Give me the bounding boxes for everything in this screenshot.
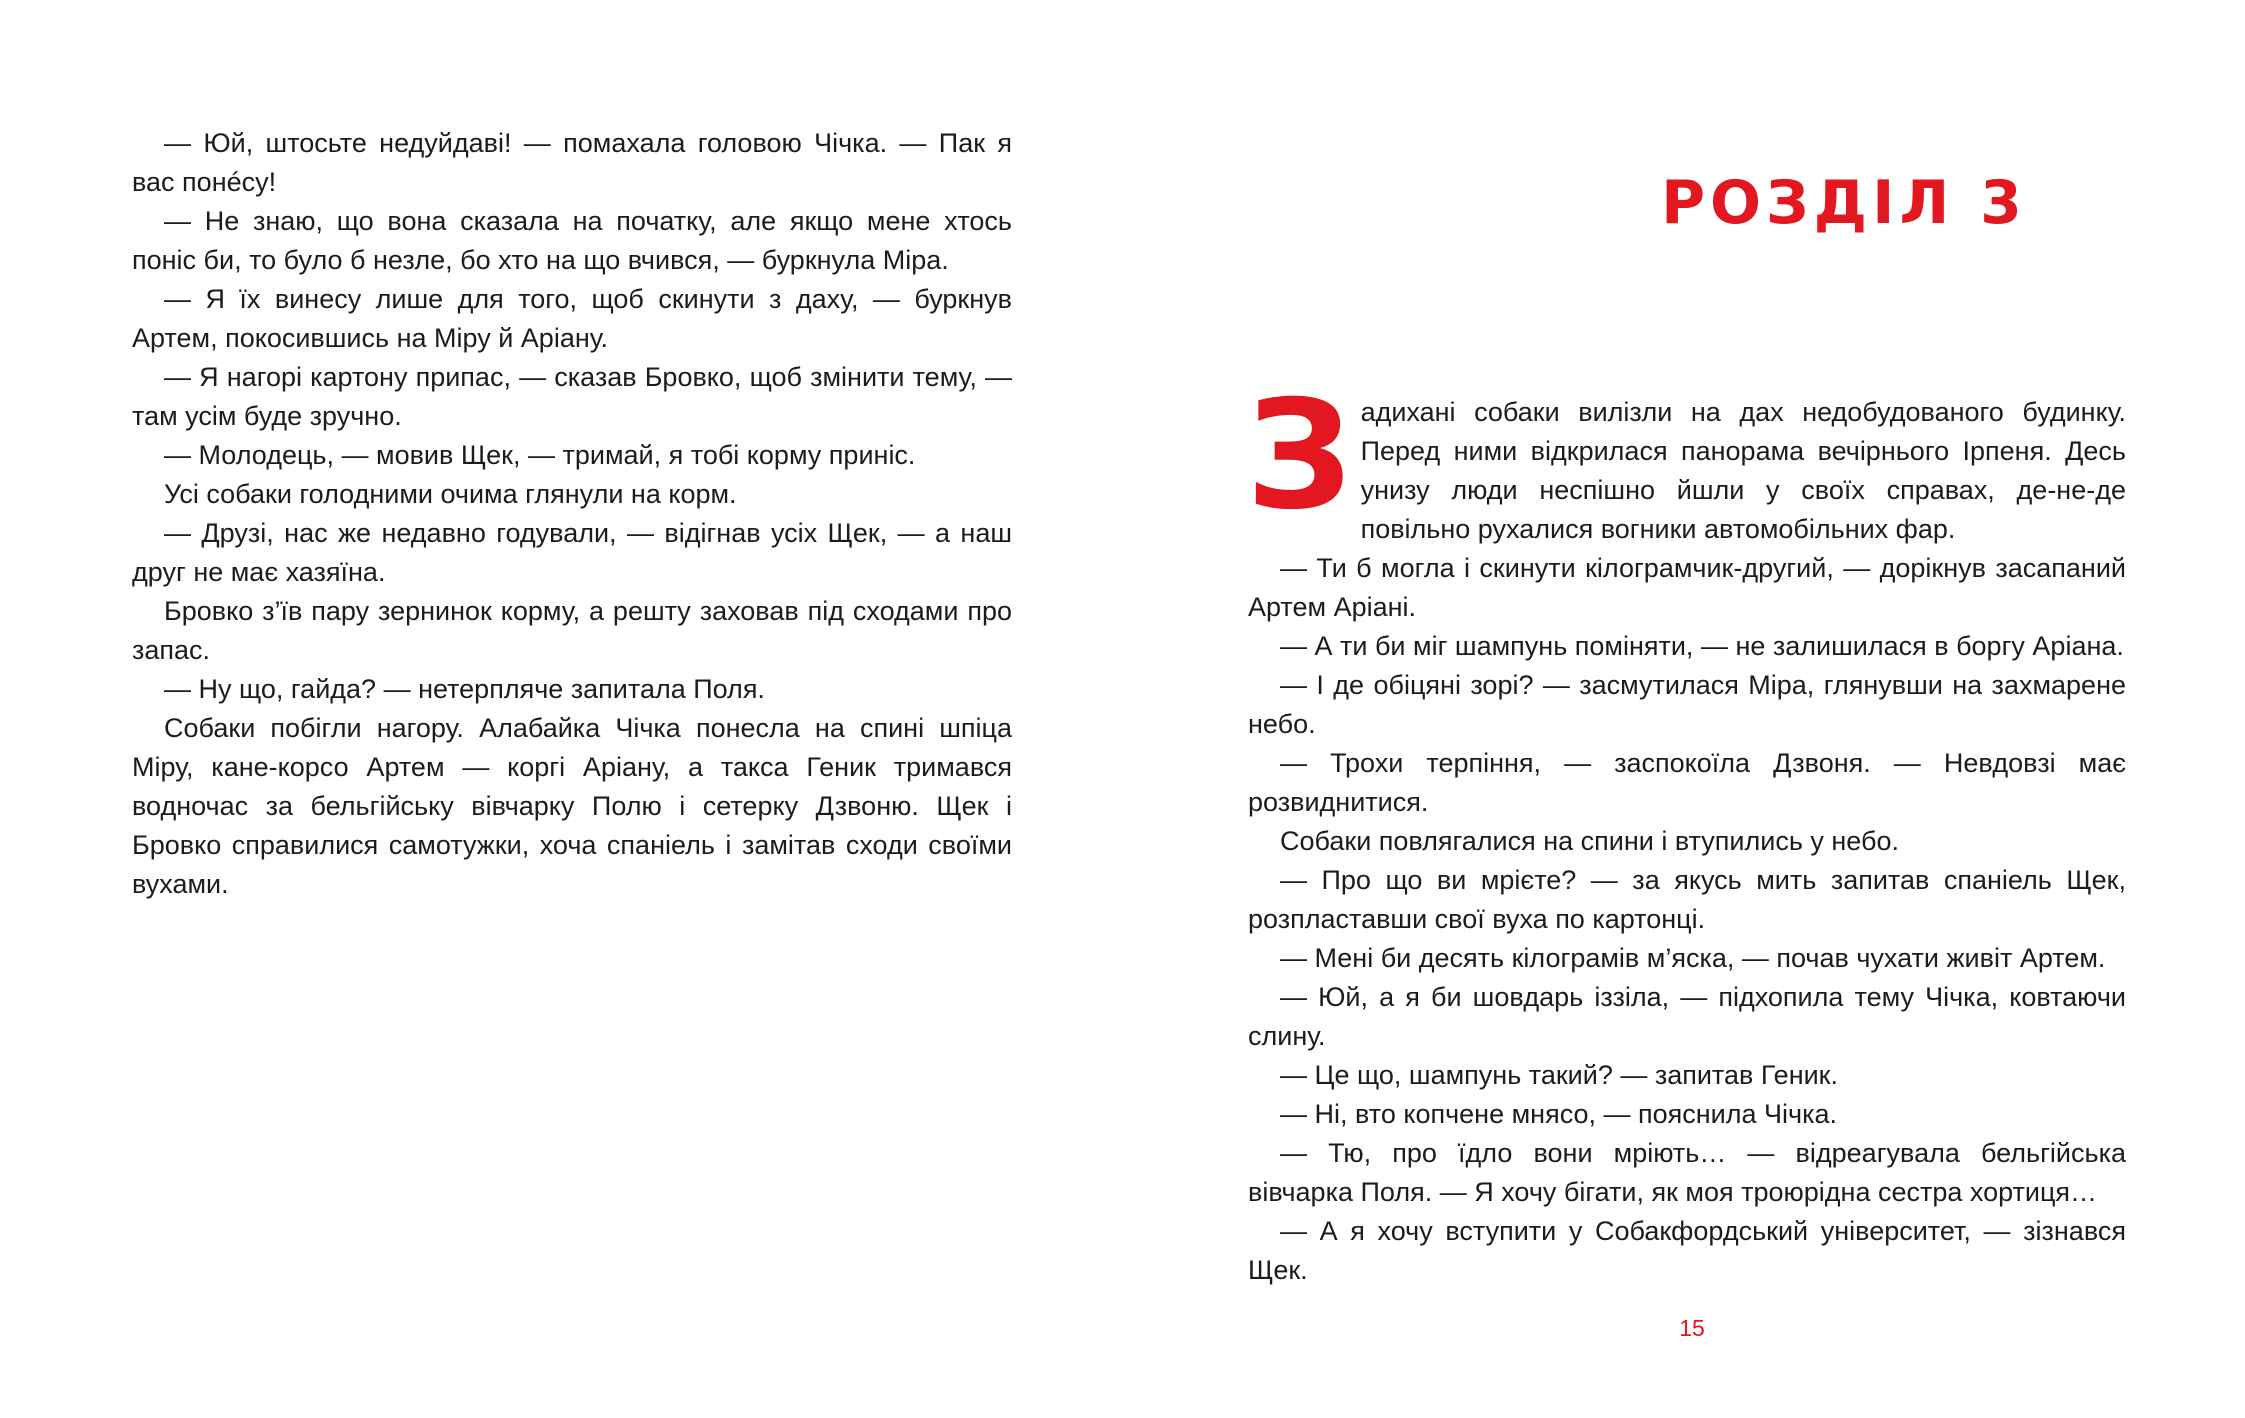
- paragraph: — Ну що, гайда? — нетерпляче запитала Поля.: [164, 674, 765, 704]
- paragraph: — Ні, вто копчене мнясо, — пояснила Чічка.: [1280, 1099, 1838, 1129]
- paragraph: — Мені би десять кілограмів м’яска, — почав чухати живіт Артем.: [1280, 943, 2106, 973]
- paragraph: Собаки повлягалися на спини і втупились у небо.: [1280, 826, 1899, 856]
- paragraph: — Тю, про їдло вони мріють… — відреагувала бельгійська вівчарка Поля. — Я хочу бігати, як моя троюрідна сестра хортиця…: [1248, 1138, 2126, 1207]
- paragraph: Усі собаки голодними очима глянули на корм.: [164, 479, 737, 509]
- first-paragraph: [1246, 369, 2126, 549]
- paragraph: Бровко з’їв пару зернинок корму, а решту заховав під сходами про запас.: [132, 596, 1012, 665]
- paragraph: — Ти б могла і скинути кілограмчик-другий, — дорікнув засапаний Артем Аріані.: [1248, 553, 2126, 622]
- paragraph: — Юй, штосьте недуйдаві! — помахала головою Чічка. — Пак я вас понéсу!: [132, 128, 1012, 197]
- paragraph: — Про що ви мрієте? — за якусь мить запитав спаніель Щек, розпластавши свої вуха по картонці.: [1248, 865, 2126, 934]
- paragraph: — І де обіцяні зорі? — засмутилася Міра, глянувши на захмарене небо.: [1248, 670, 2126, 739]
- paragraph: — Молодець, — мовив Щек, — тримай, я тобі корму приніс.: [164, 440, 916, 470]
- paragraph: — Трохи терпіння, — заспокоїла Дзвоня. — Невдовзі має розвиднитися.: [1248, 748, 2126, 817]
- paragraph: — Не знаю, що вона сказала на початку, але якщо мене хтось поніс би, то було б незле, бо хто на що вчився, — буркнула Міра.: [132, 206, 1012, 275]
- paragraph: — Юй, а я би шовдарь іззіла, — підхопила тему Чічка, ковтаючи слину.: [1248, 982, 2126, 1051]
- paragraph: — А ти би міг шампунь поміняти, — не залишилася в боргу Аріана.: [1280, 631, 2124, 661]
- page-number: 15: [1679, 1315, 1705, 1341]
- paragraph: — Друзі, нас же недавно годували, — відігнав усіх Щек, — а наш друг не має хазяїна.: [132, 518, 1012, 587]
- left-page: [0, 0, 1122, 1418]
- paragraph: — Я їх винесу лише для того, щоб скинути з даху, — буркнув Артем, покосившись на Міру й Аріану.: [132, 284, 1012, 353]
- left-page-text: [132, 124, 1012, 904]
- paragraph: Собаки побігли нагору. Алабайка Чічка понесла на спині шпіца Міру, кане-корсо Артем — коргі Аріану, а такса Геник тримався водночас за бельгійську вівчарку Полю і сетерку Дзвоню. Щек і Бровко справилися самотужки, хоча спаніель і замітав сходи своїми вухами.: [132, 713, 1012, 899]
- right-page-text: [1246, 369, 2126, 1290]
- paragraph: — Це що, шампунь такий? — запитав Геник.: [1280, 1060, 1838, 1090]
- chapter-title: РОЗДІЛ 3: [1661, 168, 2027, 238]
- paragraph: — Я нагорі картону припас, — сказав Бровко, щоб змінити тему, — там усім буде зручно.: [132, 362, 1012, 431]
- first-paragraph-text: адихані собаки вилізли на дах недобудованого будинку. Перед ними відкрилася панорама вечірнього Ірпеня. Десь унизу люди неспішно йшли у своїх справах, де-не-де повільно рухалися вогники автомобільних фар.: [1360, 397, 2126, 544]
- paragraph: — А я хочу вступити у Собакфордський університет, — зізнався Щек.: [1248, 1216, 2126, 1285]
- right-page: [1122, 0, 2245, 1418]
- drop-cap: З: [1246, 369, 1353, 543]
